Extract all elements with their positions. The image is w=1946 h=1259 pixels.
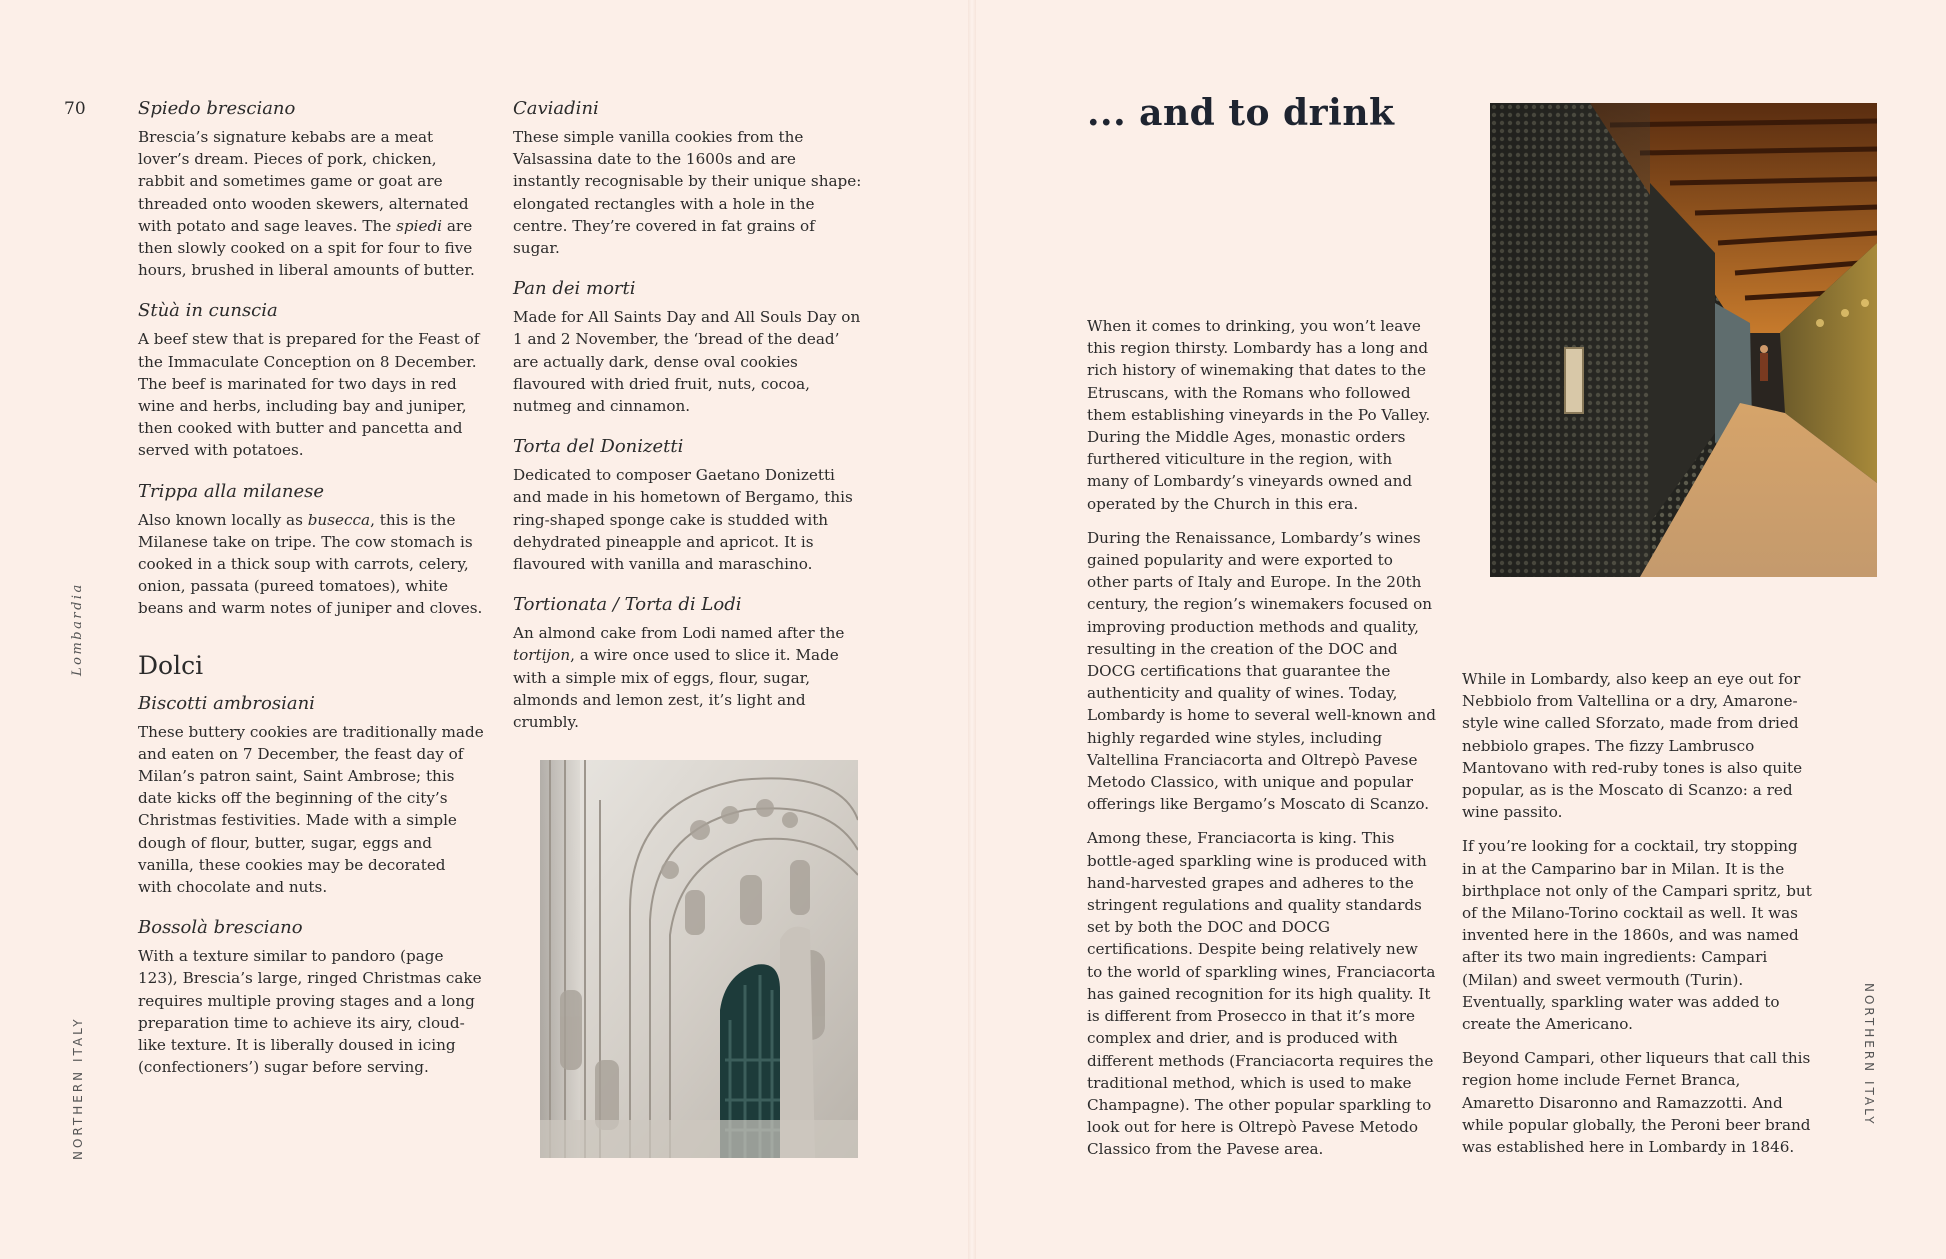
dish-entry xyxy=(513,277,863,417)
page-number: 70 xyxy=(64,99,86,119)
dish-entry xyxy=(513,593,863,733)
dish-entry xyxy=(513,435,863,575)
book-gutter xyxy=(968,0,976,1259)
body-paragraph: While in Lombardy, also keep an eye out for Nebbiolo from Valtellina or a dry, Amarone-style wine called Sforzato, made from dried nebbiolo grapes. The fizzy Lambrusco Mantovano with red-ruby tones is also quite popular, as is the Moscato di Scanzo: a red wine passito. xyxy=(1462,670,1803,822)
dish-description: An almond cake from Lodi named after the tortijon, a wire once used to slice it. Made with a simple mix of eggs, flour, sugar, almonds and lemon zest, it’s light and crumbly. xyxy=(513,624,845,732)
right-column-1 xyxy=(1087,315,1437,1173)
cathedral-facade-illustration xyxy=(540,760,858,1158)
cathedral-facade-photo xyxy=(540,760,858,1158)
dish-description: With a texture similar to pandoro (page 123), Brescia’s large, ringed Christmas cake requires multiple proving stages and a long preparation time to achieve its airy, cloud-like texture. It is liberally doused in icing (confectioners’) sugar before serving. xyxy=(138,947,482,1077)
body-paragraph: During the Renaissance, Lombardy’s wines gained popularity and were exported to other parts of Italy and Europe. In the 20th century, the region’s winemakers focused on improving production methods and quality, resulting in the creation of the DOC and DOCG certifications that guarantee the authenticity and quality of wines. Today, Lombardy is home to several well-known and highly regarded wine styles, including Valtellina Franciacorta and Oltrepò Pavese Metodo Classico, with unique and popular offerings like Bergamo’s Moscato di Scanzo. xyxy=(1087,528,1436,814)
section-heading-dolci: Dolci xyxy=(138,650,204,680)
left-column-2 xyxy=(513,97,863,751)
dish-title: Tortionata / Torta di Lodi xyxy=(513,594,742,616)
body-paragraph: If you’re looking for a cocktail, try stopping in at the Camparino bar in Milan. It is the birthplace not only of the Campari spritz, but of the Milano-Torino cocktail as well. It was invented here in the 1860s, and was named after its two main ingredients: Campari (Milan) and sweet vermouth (Turin). Eventually, sparkling water was added to create the Americano. xyxy=(1462,837,1812,1034)
dish-description: These buttery cookies are traditionally made and eaten on 7 December, the feast day of Milan’s patron saint, Saint Ambrose; this date kicks off the beginning of the city’s Christmas festivities. Made with a simple dough of flour, butter, sugar, eggs and vanilla, these cookies may be decorated with chocolate and nuts. xyxy=(138,722,484,897)
dish-title: Stùà in cunscia xyxy=(138,300,278,322)
dish-description: A beef stew that is prepared for the Feast of the Immaculate Conception on 8 December. The beef is marinated for two days in red wine and herbs, including bay and juniper, then cooked with butter and pancetta and served with potatoes. xyxy=(138,330,480,460)
dish-entry xyxy=(138,97,484,281)
body-paragraph: Beyond Campari, other liqueurs that call this region home include Fernet Branca, Amaretto Disaronno and Ramazzotti. And while popular globally, the Peroni beer brand was established here in Lombardy in 1846. xyxy=(1462,1049,1811,1157)
right-column-2 xyxy=(1462,668,1814,1170)
dish-description: These simple vanilla cookies from the Valsassina date to the 1600s and are instantly recognisable by their unique shape: elongated rectangles with a hole in the centre. They’re covered in fat grains of sugar. xyxy=(513,128,862,258)
dish-title: Trippa alla milanese xyxy=(138,480,325,502)
dish-title: Spiedo bresciano xyxy=(138,98,296,119)
dish-entry xyxy=(138,299,484,461)
wine-cellar-illustration xyxy=(1490,103,1877,577)
wine-cellar-photo xyxy=(1490,103,1877,577)
body-paragraph: When it comes to drinking, you won’t leave this region thirsty. Lombardy has a long and rich history of winemaking that dates to the Etruscans, with the Romans who followed them establishing vineyards in the Po Valley. During the Middle Ages, monastic orders furthered viticulture in the region, with many of Lombardy’s vineyards owned and operated by the Church in this era. xyxy=(1087,317,1431,513)
dish-title: Bossolà bresciano xyxy=(138,917,303,939)
dish-title: Biscotti ambrosiani xyxy=(138,692,315,714)
dish-entry xyxy=(513,97,863,259)
dish-description: Made for All Saints Day and All Souls Day on 1 and 2 November, the ‘bread of the dead’ are actually dark, dense oval cookies flavoured with dried fruit, nuts, cocoa, nutmeg and cinnamon. xyxy=(513,308,861,416)
footer-section-label-right: NORTHERN ITALY xyxy=(1862,983,1876,1127)
footer-section-label-left: NORTHERN ITALY xyxy=(71,1016,85,1160)
dish-entry xyxy=(138,480,484,620)
body-paragraph: Among these, Franciacorta is king. This bottle-aged sparkling wine is produced with hand-harvested grapes and adheres to the stringent regulations and quality standards set by both the DOC and DOCG certifications. Despite being relatively new to the world of sparkling wines, Franciacorta has gained recognition for its high quality. It is different from Prosecco in that it’s more complex and drier, and is produced with different methods (Franciacorta requires the traditional method, which is used to make Champagne). The other popular sparkling to look out for here is Oltrepò Pavese Metodo Classico from the Pavese area. xyxy=(1087,829,1436,1159)
dish-description: Brescia’s signature kebabs are a meat lover’s dream. Pieces of pork, chicken, rabbit and sometimes game or goat are threaded onto wooden skewers, alternated with potato and sage leaves. The spiedi are then slowly cooked on a spit for four to five hours, brushed in liberal amounts of butter. xyxy=(138,128,475,280)
dish-title: Caviadini xyxy=(513,98,599,119)
dish-title: Pan dei morti xyxy=(513,278,636,300)
left-column-1 xyxy=(138,97,484,1097)
drink-section-title: ... and to drink xyxy=(1087,92,1395,134)
dish-entry xyxy=(138,916,484,1078)
dish-description: Also known locally as busecca, this is the Milanese take on tripe. The cow stomach is cooked in a thick soup with carrots, celery, onion, passata (pureed tomatoes), white beans and warm notes of juniper and cloves. xyxy=(138,510,483,618)
side-region-label: Lombardia xyxy=(70,582,85,676)
dish-description: Dedicated to composer Gaetano Donizetti and made in his hometown of Bergamo, this ring-shaped sponge cake is studded with dehydrated pineapple and apricot. It is flavoured with vanilla and maraschino. xyxy=(513,466,853,574)
dish-entry xyxy=(138,692,484,899)
dish-title: Torta del Donizetti xyxy=(513,436,684,458)
